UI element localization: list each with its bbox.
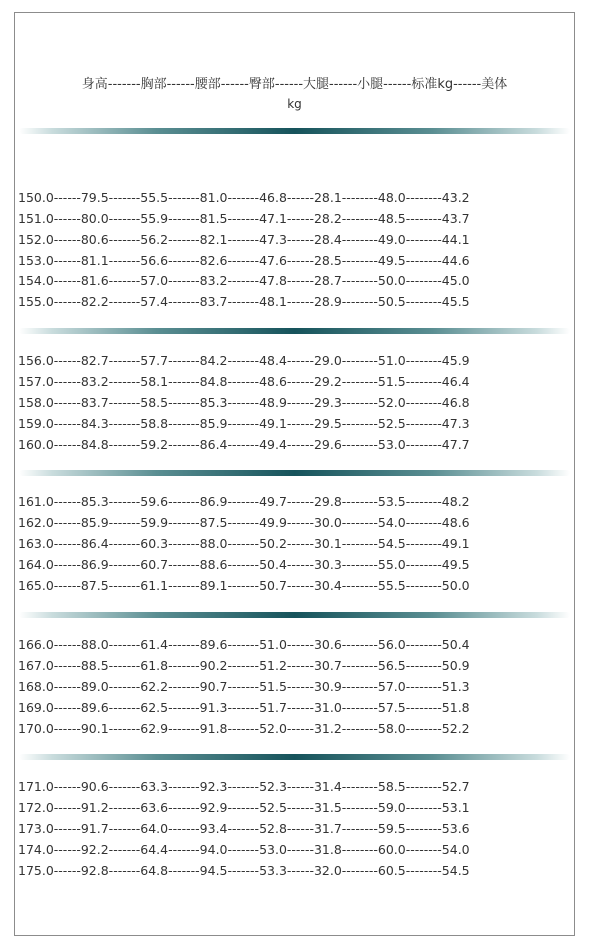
divider-group-2 (19, 470, 570, 476)
table-row: 156.0------82.7-------57.7-------84.2-------48.4------29.0--------51.0--------45.9 (18, 353, 470, 368)
table-row: 172.0------91.2-------63.6-------92.9-------52.5------31.5--------59.0--------53.1 (18, 800, 470, 815)
size-chart-document (14, 12, 575, 936)
table-row: 173.0------91.7-------64.0-------93.4-------52.8------31.7--------59.5--------53.6 (18, 821, 470, 836)
table-row: 151.0------80.0-------55.9-------81.5-------47.1------28.2--------48.5--------43.7 (18, 211, 470, 226)
table-row: 159.0------84.3-------58.8-------85.9-------49.1------29.5--------52.5--------47.3 (18, 416, 470, 431)
table-row: 168.0------89.0-------62.2-------90.7-------51.5------30.9--------57.0--------51.3 (18, 679, 470, 694)
table-row: 158.0------83.7-------58.5-------85.3-------48.9------29.3--------52.0--------46.8 (18, 395, 470, 410)
table-row: 170.0------90.1-------62.9-------91.8-------52.0------31.2--------58.0--------52.2 (18, 721, 470, 736)
divider-group-4 (19, 754, 570, 760)
table-row: 160.0------84.8-------59.2-------86.4-------49.4------29.6--------53.0--------47.7 (18, 437, 470, 452)
table-row: 153.0------81.1-------56.6-------82.6-------47.6------28.5--------49.5--------44.6 (18, 253, 470, 268)
divider-group-1 (19, 328, 570, 334)
table-row: 169.0------89.6-------62.5-------91.3-------51.7------31.0--------57.5--------51.8 (18, 700, 470, 715)
table-row: 171.0------90.6-------63.3-------92.3-------52.3------31.4--------58.5--------52.7 (18, 779, 470, 794)
table-row: 150.0------79.5-------55.5-------81.0-------46.8------28.1--------48.0--------43.2 (18, 190, 470, 205)
table-row: 175.0------92.8-------64.8-------94.5-------53.3------32.0--------60.5--------54.5 (18, 863, 470, 878)
table-row: 166.0------88.0-------61.4-------89.6-------51.0------30.6--------56.0--------50.4 (18, 637, 470, 652)
table-row: 164.0------86.9-------60.7-------88.6-------50.4------30.3--------55.0--------49.5 (18, 557, 470, 572)
table-row: 162.0------85.9-------59.9-------87.5-------49.9------30.0--------54.0--------48.6 (18, 515, 470, 530)
table-row: 155.0------82.2-------57.4-------83.7-------48.1------28.9--------50.5--------45.5 (18, 294, 470, 309)
table-row: 163.0------86.4-------60.3-------88.0-------50.2------30.1--------54.5--------49.1 (18, 536, 470, 551)
table-row: 154.0------81.6-------57.0-------83.2-------47.8------28.7--------50.0--------45.0 (18, 273, 470, 288)
table-row: 165.0------87.5-------61.1-------89.1-------50.7------30.4--------55.5--------50.0 (18, 578, 470, 593)
table-row: 167.0------88.5-------61.8-------90.2-------51.2------30.7--------56.5--------50.9 (18, 658, 470, 673)
table-row: 152.0------80.6-------56.2-------82.1-------47.3------28.4--------49.0--------44.1 (18, 232, 470, 247)
table-row: 161.0------85.3-------59.6-------86.9-------49.7------29.8--------53.5--------48.2 (18, 494, 470, 509)
column-header-unit: kg (287, 97, 302, 111)
column-header: 身高-------胸部------腰部------臀部------大腿------小腿------标准kg------美体 (81, 77, 508, 92)
table-row: 157.0------83.2-------58.1-------84.8-------48.6------29.2--------51.5--------46.4 (18, 374, 470, 389)
divider-group-3 (19, 612, 570, 618)
divider-header (19, 128, 570, 134)
table-row: 174.0------92.2-------64.4-------94.0-------53.0------31.8--------60.0--------54.0 (18, 842, 470, 857)
